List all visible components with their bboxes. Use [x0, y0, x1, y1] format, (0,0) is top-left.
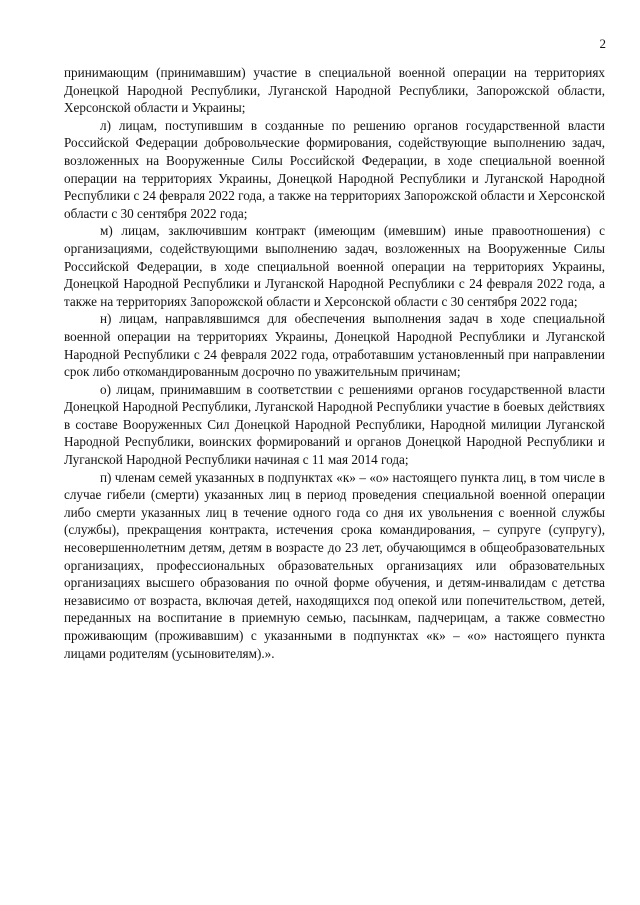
paragraph-continuation: принимающим (принимавшим) участие в специальной военной операции на территориях Донецкой Народной Республики, Луганской Народной Республики, Запорожской области, Херсонской области и Украины; [64, 65, 605, 116]
paragraph-item-o: о) лицам, принимавшим в соответствии с решениями органов государственной власти Донецкой Народной Республики, Луганской Народной Республики участие в боевых действиях в составе Вооруженных Сил Донецкой Народной Республики, Народной милиции Луганской Народной Республики, воинских формирований и органов Донецкой Народной Республики и Луганской Народной Республики начиная с 11 мая 2014 года; [64, 381, 605, 468]
paragraph-item-n: н) лицам, направлявшимся для обеспечения выполнения задач в ходе специальной военной операции на территориях Украины, Донецкой Народной Республики и Луганской Народной Республики с 24 февраля 2022 года, отработавшим установленный при направлении срок либо откомандированным досрочно по уважительным причинам; [64, 311, 605, 380]
paragraph-item-m: м) лицам, заключившим контракт (имеющим (имевшим) иные правоотношения) с организациями, содействующими выполнению задач, возложенных на Вооруженные Силы Российской Федерации, в ходе специальной военной операции на территориях Украины, Донецкой Народной Республики и Луганской Народной Республики с 24 февраля 2022 года, а также на территориях Запорожской области и Херсонской области с 30 сентября 2022 года; [64, 223, 605, 309]
page-number: 2 [599, 36, 606, 51]
document-body [64, 64, 605, 662]
paragraph-item-l: л) лицам, поступившим в созданные по решению органов государственной власти Российской Федерации добровольческие формирования, содействующие выполнению задач, возложенных на Вооруженные Силы Российской Федерации, в ходе специальной военной операции на территориях Украины, Донецкой Народной Республики и Луганской Народной Республики с 24 февраля 2022 года, а также на территориях Запорожской области и Херсонской области с 30 сентября 2022 года; [64, 117, 605, 221]
paragraph-item-p: п) членам семей указанных в подпунктах «к» – «о» настоящего пункта лиц, в том числе в случае гибели (смерти) указанных лиц в период проведения специальной военной операции либо смерти указанных лиц в течение одного года со дня их увольнения с военной службы (службы), прекращения контракта, истечения срока командирования, – супруге (супругу), несовершеннолетним детям, детям в возрасте до 23 лет, обучающимся в общеобразовательных организациях, профессиональных образовательных организациях или образовательных организациях высшего образования по очной форме обучения, и детям-инвалидам с детства независимо от возраста, включая детей, находящихся под опекой или попечительством, детей, переданных на воспитание в приемную семью, пасынкам, падчерицам, а также совместно проживающим (проживавшим) с указанными в подпунктах «к» – «о» настоящего пункта лицами родителям (усыновителям).». [64, 469, 605, 661]
